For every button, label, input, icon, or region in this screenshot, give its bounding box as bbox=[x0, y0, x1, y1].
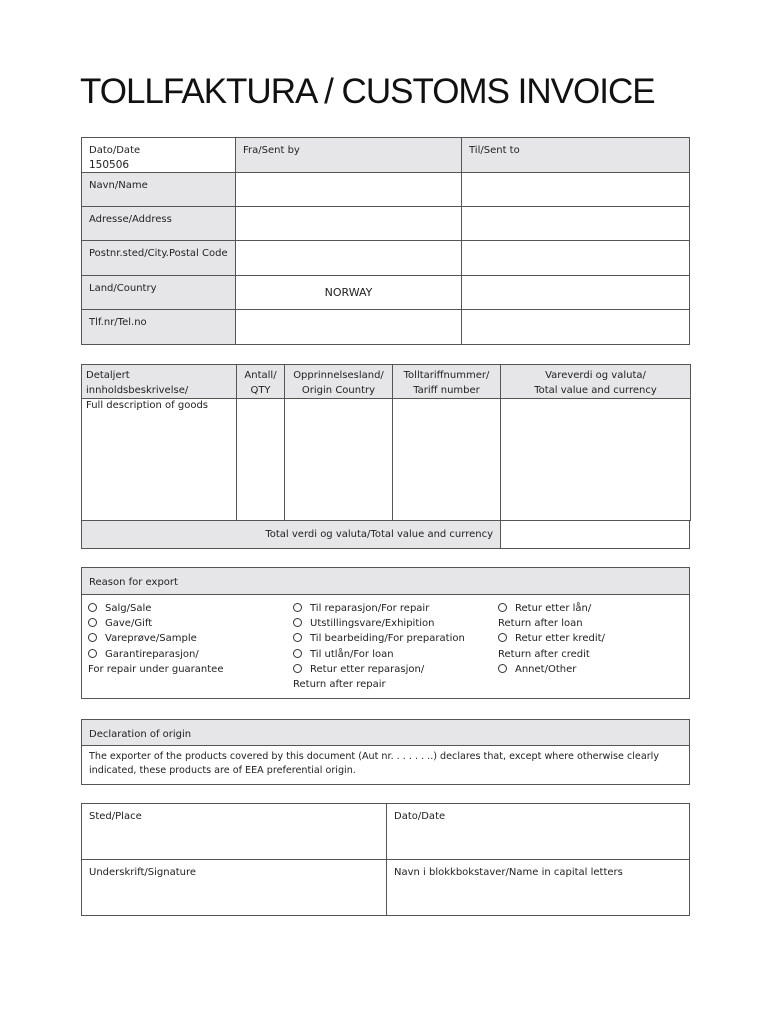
goods-column-field[interactable] bbox=[236, 398, 285, 521]
goods-header bbox=[81, 364, 237, 411]
option-label: Retur etter lån/ bbox=[515, 603, 592, 614]
total-value-field[interactable] bbox=[500, 520, 690, 549]
reason-option[interactable] bbox=[498, 601, 591, 616]
option-label: Retur etter kredit/ bbox=[515, 633, 605, 645]
option-label: Til reparasjon/For repair bbox=[310, 603, 430, 614]
row-label: Postnr.sted/City.Postal Code bbox=[81, 240, 236, 276]
option-label: Return after repair bbox=[293, 679, 386, 690]
sent-to-field[interactable] bbox=[461, 275, 690, 310]
goods-header bbox=[500, 364, 691, 399]
reason-option[interactable] bbox=[293, 647, 394, 662]
reason-option[interactable] bbox=[498, 662, 576, 677]
option-label-cont bbox=[498, 616, 583, 631]
option-label: Salg/Sale bbox=[105, 603, 152, 614]
goods-header-line: Vareverdi og valuta/ bbox=[545, 370, 646, 381]
option-label: Gave/Gift bbox=[105, 618, 153, 630]
goods-header-line: Opprinnelsesland/ bbox=[293, 370, 384, 381]
row-label: Navn/Name bbox=[81, 172, 236, 207]
goods-header bbox=[236, 364, 285, 399]
goods-header-line: Total value and currency bbox=[534, 385, 657, 396]
option-label: Vareprøve/Sample bbox=[105, 633, 197, 645]
goods-header-line: Tariff number bbox=[413, 385, 480, 396]
option-label-cont bbox=[88, 662, 223, 677]
goods-header-line: Tolltariffnummer/ bbox=[403, 370, 490, 381]
option-label: Til bearbeiding/For preparation bbox=[310, 633, 465, 645]
option-label: For repair under guarantee bbox=[88, 663, 224, 675]
declaration-header: Declaration of origin bbox=[81, 719, 690, 746]
capital-name-field[interactable]: Navn i blokkbokstaver/Name in capital letters bbox=[386, 859, 690, 916]
option-label: Return after credit bbox=[498, 648, 590, 660]
radio-icon[interactable] bbox=[293, 603, 302, 612]
reason-header: Reason for export bbox=[81, 567, 690, 595]
reason-option[interactable] bbox=[293, 662, 424, 677]
sent-by-field[interactable] bbox=[235, 172, 462, 207]
reason-option[interactable] bbox=[88, 647, 199, 662]
radio-icon[interactable] bbox=[498, 633, 507, 642]
option-label-cont bbox=[293, 677, 386, 692]
sign-date-field[interactable]: Dato/Date bbox=[386, 803, 690, 860]
radio-icon[interactable] bbox=[88, 649, 97, 658]
sent-to-field[interactable] bbox=[461, 309, 690, 345]
sent-by-field[interactable]: NORWAY bbox=[235, 275, 462, 310]
signature-field[interactable]: Underskrift/Signature bbox=[81, 859, 387, 916]
goods-header bbox=[284, 364, 393, 399]
goods-column-field[interactable] bbox=[392, 398, 501, 521]
option-label: Utstillingsvare/Exhipition bbox=[310, 618, 435, 630]
row-label: Adresse/Address bbox=[81, 206, 236, 241]
option-label: Til utlån/For loan bbox=[310, 648, 394, 660]
sent-to-field[interactable] bbox=[461, 172, 690, 207]
radio-icon[interactable] bbox=[293, 649, 302, 658]
goods-header-line: Full description of goods bbox=[86, 400, 209, 411]
sent-by-field[interactable] bbox=[235, 240, 462, 276]
declaration-text: The exporter of the products covered by this document (Aut nr. . . . . . ..) declares that, except where otherwise clearly indicated, these products are of EEA preferential origin. bbox=[81, 745, 690, 785]
sent-to-field[interactable] bbox=[461, 206, 690, 241]
sent-to-field[interactable] bbox=[461, 240, 690, 276]
sent-by-field[interactable] bbox=[235, 309, 462, 345]
place-field[interactable]: Sted/Place bbox=[81, 803, 387, 860]
option-label-cont bbox=[498, 647, 590, 662]
reason-option[interactable] bbox=[88, 601, 151, 616]
goods-column-field[interactable] bbox=[81, 398, 237, 521]
goods-column-field[interactable] bbox=[500, 398, 691, 521]
goods-column-field[interactable] bbox=[284, 398, 393, 521]
radio-icon[interactable] bbox=[293, 664, 302, 673]
option-label: Garantireparasjon/ bbox=[105, 648, 199, 660]
goods-header-line: Detaljert innholdsbeskrivelse/ bbox=[86, 370, 189, 396]
reason-option[interactable] bbox=[88, 631, 197, 646]
reason-option[interactable] bbox=[293, 616, 434, 631]
reason-option[interactable] bbox=[293, 601, 429, 616]
option-label: Retur etter reparasjon/ bbox=[310, 663, 425, 675]
page-title: TOLLFAKTURA / CUSTOMS INVOICE bbox=[80, 72, 655, 111]
goods-header-line: Antall/ bbox=[244, 370, 277, 381]
reason-option[interactable] bbox=[293, 631, 465, 646]
radio-icon[interactable] bbox=[498, 664, 507, 673]
option-label: Annet/Other bbox=[515, 663, 577, 675]
sent-to-header: Til/Sent to bbox=[461, 137, 690, 173]
date-value: 150506 bbox=[89, 159, 130, 171]
option-label: Return after loan bbox=[498, 618, 583, 630]
sent-by-field[interactable] bbox=[235, 206, 462, 241]
goods-header-line: Origin Country bbox=[301, 385, 376, 396]
row-label: Land/Country bbox=[81, 275, 236, 310]
radio-icon[interactable] bbox=[498, 603, 507, 612]
row-label: Tlf.nr/Tel.no bbox=[81, 309, 236, 345]
date-label: Dato/Date bbox=[89, 145, 141, 156]
radio-icon[interactable] bbox=[88, 603, 97, 612]
date-field[interactable] bbox=[81, 137, 236, 173]
sent-by-header: Fra/Sent by bbox=[235, 137, 462, 173]
radio-icon[interactable] bbox=[88, 633, 97, 642]
radio-icon[interactable] bbox=[88, 618, 97, 627]
radio-icon[interactable] bbox=[293, 618, 302, 627]
radio-icon[interactable] bbox=[293, 633, 302, 642]
goods-header-line: QTY bbox=[250, 385, 271, 396]
total-label: Total verdi og valuta/Total value and currency bbox=[81, 520, 501, 549]
reason-option[interactable] bbox=[88, 616, 152, 631]
reason-option[interactable] bbox=[498, 631, 605, 646]
goods-header bbox=[392, 364, 501, 399]
